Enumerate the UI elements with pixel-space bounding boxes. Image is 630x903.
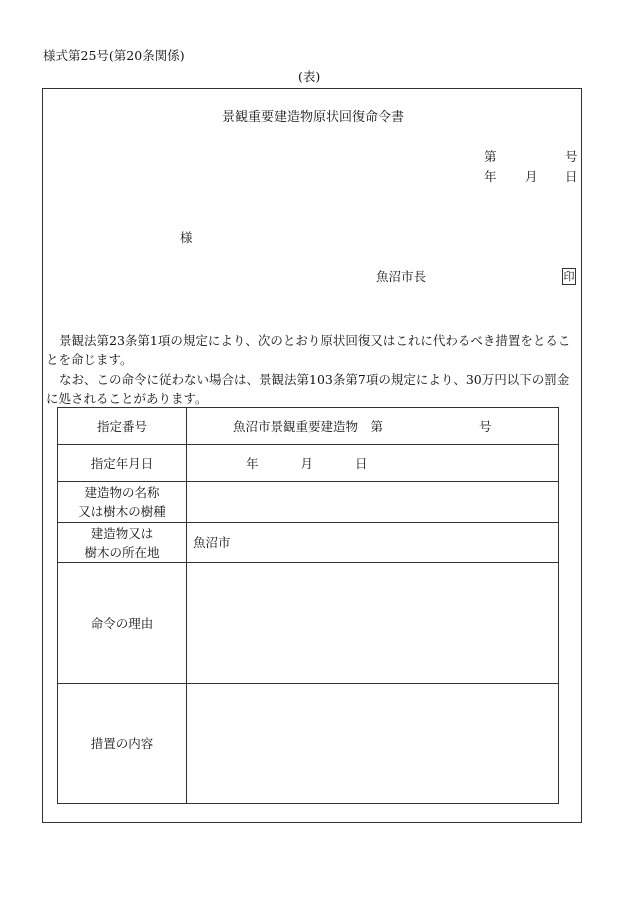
reason-label: 命令の理由 <box>58 563 187 684</box>
table-row <box>58 523 559 563</box>
table-row <box>58 445 559 482</box>
name-label-line1: 建造物の名称 <box>84 485 160 500</box>
date-day: 日 <box>565 169 578 184</box>
name-label-line2: 又は樹木の樹種 <box>78 504 166 519</box>
designation-date-label: 指定年月日 <box>58 445 187 482</box>
document-title: 景観重要建造物原状回復命令書 <box>222 110 405 125</box>
table-row <box>58 563 559 684</box>
body-paragraph-1 <box>46 331 580 369</box>
location-label-line1: 建造物又は <box>90 525 154 541</box>
issuer: 魚沼市長 <box>376 269 427 284</box>
designation-date-day: 日 <box>355 455 368 471</box>
body-paragraph-2-text: なお、この命令に従わない場合は、景観法第103条第7項の規定により、30万円以下の罰金に処されることがあります。 <box>46 372 570 406</box>
number-prefix: 第 <box>484 149 497 164</box>
designation-number-value <box>187 408 559 445</box>
table-row <box>58 684 559 804</box>
seal-stamp: 印 <box>563 270 575 283</box>
measures-label: 措置の内容 <box>58 684 187 804</box>
body-paragraph-2 <box>46 370 580 408</box>
location-value: 魚沼市 <box>187 523 559 563</box>
addressee-suffix: 様 <box>180 230 193 245</box>
reason-value <box>187 563 559 684</box>
table-row <box>58 482 559 523</box>
designation-date-year: 年 <box>246 455 259 471</box>
designation-date-value <box>187 445 559 482</box>
designation-date-month: 月 <box>300 455 314 471</box>
designation-number-suffix: 号 <box>479 418 492 434</box>
designation-number-label: 指定番号 <box>58 408 187 445</box>
side-indicator: (表) <box>298 69 321 84</box>
designation-number-prefix: 魚沼市景観重要建造物 第 <box>233 418 384 434</box>
form-number: 様式第25号(第20条関係) <box>43 48 185 63</box>
date-year: 年 <box>484 169 497 184</box>
order-details-table <box>57 407 559 804</box>
number-suffix: 号 <box>565 149 578 164</box>
location-label-line2: 樹木の所在地 <box>84 544 160 560</box>
measures-value <box>187 684 559 804</box>
body-paragraph-1-text: 景観法第23条第1項の規定により、次のとおり原状回復又はこれに代わるべき措置をとることを命じます。 <box>46 333 571 367</box>
date-month: 月 <box>525 169 538 184</box>
name-label <box>58 482 187 523</box>
name-value <box>187 482 559 523</box>
location-label <box>58 523 187 563</box>
table-row <box>58 408 559 445</box>
